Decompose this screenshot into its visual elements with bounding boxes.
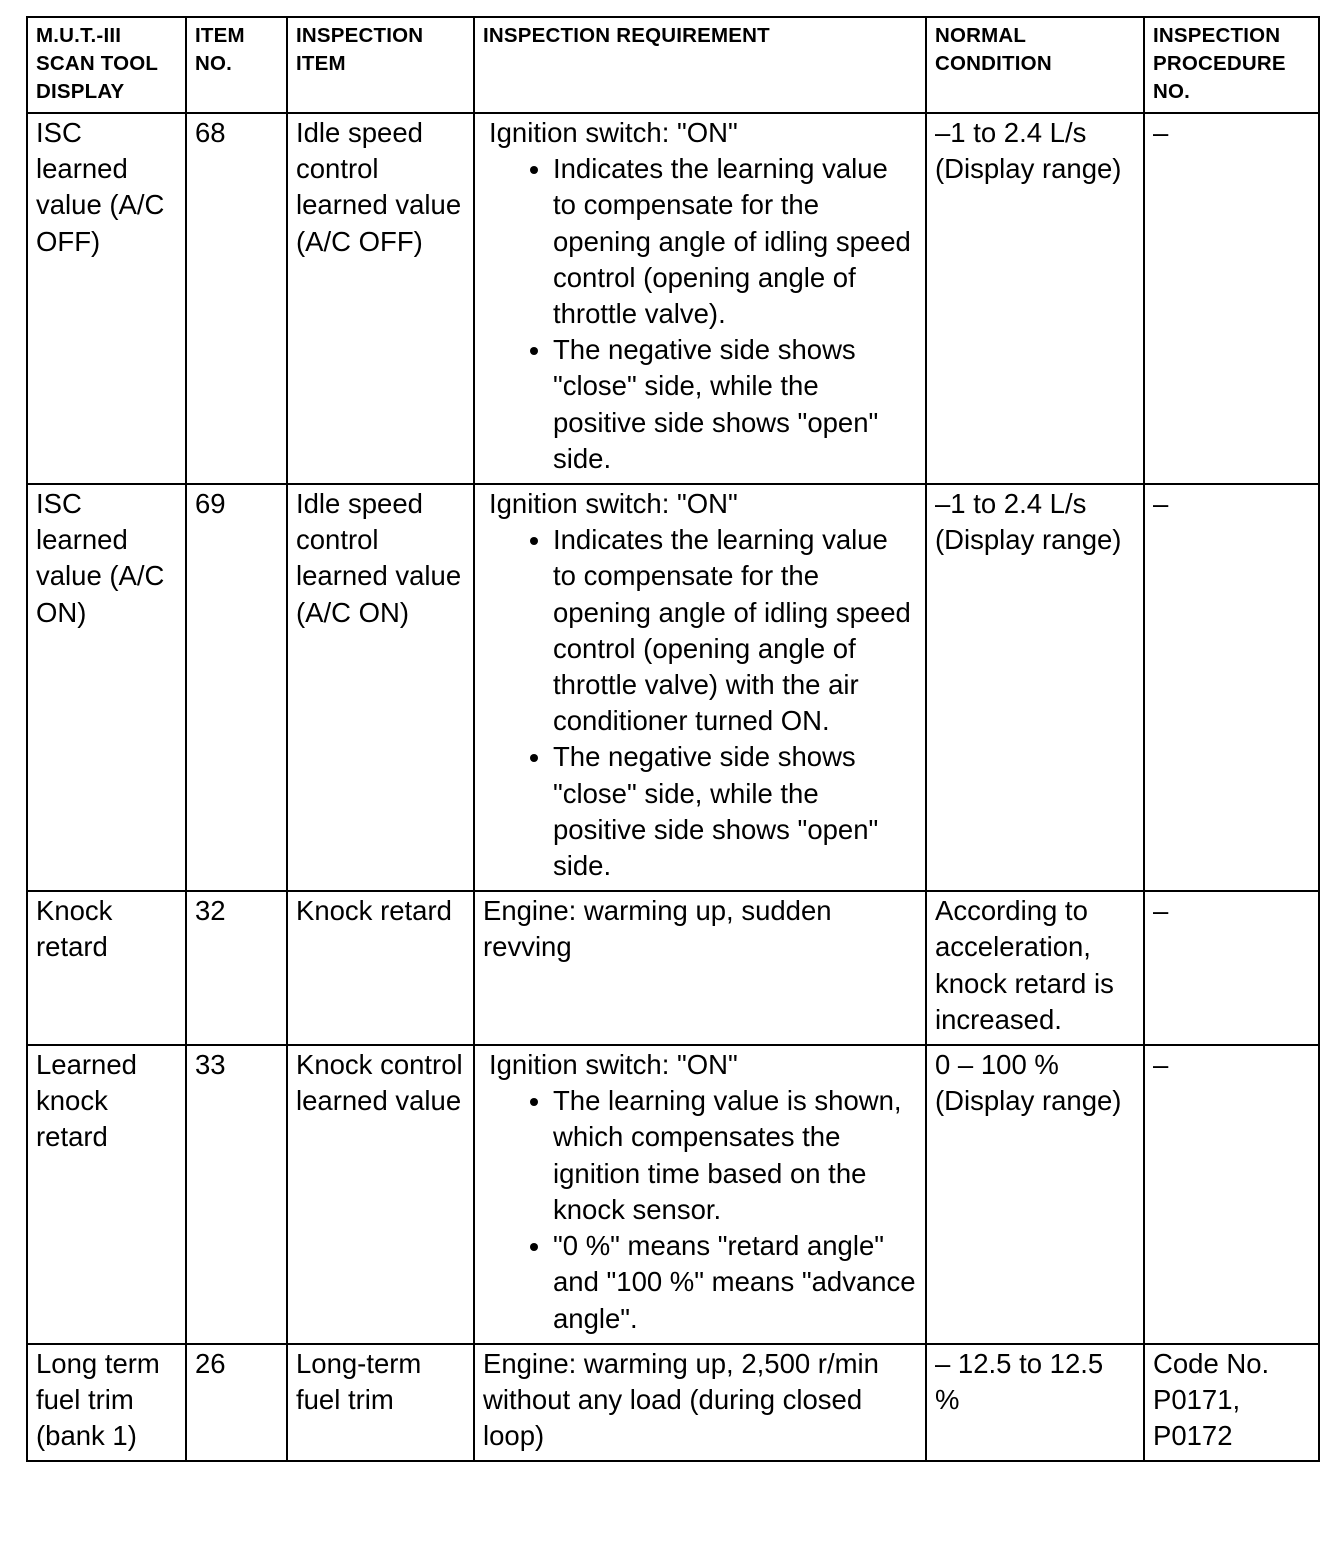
cell-procedure-no: – — [1144, 891, 1319, 1045]
list-item: • "0 %" means "retard angle" and "100 %" means "advance angle". — [553, 1228, 917, 1337]
cell-inspection-item: Long-term fuel trim — [287, 1344, 474, 1462]
table-row — [27, 113, 1319, 484]
cell-inspection-item: Idle speed control learned value (A/C OFF) — [287, 113, 474, 484]
bullet-list — [483, 1083, 917, 1336]
cell-item-no: 68 — [186, 113, 287, 484]
cell-requirement: Engine: warming up, sudden revving — [474, 891, 926, 1045]
cell-display: Knock retard — [27, 891, 186, 1045]
cell-procedure-no: – — [1144, 113, 1319, 484]
cell-item-no: 33 — [186, 1045, 287, 1344]
cell-normal-condition: –1 to 2.4 L/s (Display range) — [926, 113, 1144, 484]
cell-inspection-item: Knock control learned value — [287, 1045, 474, 1344]
cell-display: ISC learned value (A/C OFF) — [27, 113, 186, 484]
cell-procedure-no: – — [1144, 1045, 1319, 1344]
cell-normal-condition: 0 – 100 % (Display range) — [926, 1045, 1144, 1344]
cell-normal-condition: According to acceleration, knock retard is increased. — [926, 891, 1144, 1045]
cell-item-no: 69 — [186, 484, 287, 891]
cell-inspection-item: Knock retard — [287, 891, 474, 1045]
list-item: • The negative side shows "close" side, while the positive side shows "open" side. — [553, 332, 917, 477]
list-item: • Indicates the learning value to compensate for the opening angle of idling speed control (opening angle of throttle valve). — [553, 151, 917, 332]
cell-display: ISC learned value (A/C ON) — [27, 484, 186, 891]
cell-inspection-item: Idle speed control learned value (A/C ON) — [287, 484, 474, 891]
cell-requirement — [474, 113, 926, 484]
list-item: • Indicates the learning value to compensate for the opening angle of idling speed control (opening angle of throttle valve) with the air conditioner turned ON. — [553, 522, 917, 739]
header-inspection-requirement: INSPECTION REQUIREMENT — [474, 17, 926, 113]
table-row — [27, 891, 1319, 1045]
cell-item-no: 26 — [186, 1344, 287, 1462]
header-row — [27, 17, 1319, 113]
inspection-table — [26, 16, 1320, 1462]
condition-title: Ignition switch: "ON" — [489, 488, 738, 520]
cell-requirement: Engine: warming up, 2,500 r/min without any load (during closed loop) — [474, 1344, 926, 1462]
condition-title: Ignition switch: "ON" — [489, 1049, 738, 1081]
bullet-list — [483, 522, 917, 884]
table-header — [27, 17, 1319, 113]
cell-requirement — [474, 484, 926, 891]
list-item: • The negative side shows "close" side, while the positive side shows "open" side. — [553, 739, 917, 884]
header-scan-tool-display: M.U.T.-III SCAN TOOL DISPLAY — [27, 17, 186, 113]
cell-display: Learned knock retard — [27, 1045, 186, 1344]
table-body — [27, 113, 1319, 1461]
header-normal-condition: NORMAL CONDITION — [926, 17, 1144, 113]
header-inspection-item: INSPECTION ITEM — [287, 17, 474, 113]
cell-requirement — [474, 1045, 926, 1344]
header-item-no: ITEM NO. — [186, 17, 287, 113]
cell-procedure-no: – — [1144, 484, 1319, 891]
cell-procedure-no: Code No. P0171, P0172 — [1144, 1344, 1319, 1462]
cell-display: Long term fuel trim (bank 1) — [27, 1344, 186, 1462]
header-inspection-procedure-no: INSPECTION PROCEDURE NO. — [1144, 17, 1319, 113]
cell-normal-condition: – 12.5 to 12.5 % — [926, 1344, 1144, 1462]
table-row — [27, 484, 1319, 891]
bullet-list — [483, 151, 917, 477]
cell-normal-condition: –1 to 2.4 L/s (Display range) — [926, 484, 1144, 891]
table-row — [27, 1045, 1319, 1344]
list-item: • The learning value is shown, which compensates the ignition time based on the knock sensor. — [553, 1083, 917, 1228]
table-row — [27, 1344, 1319, 1462]
cell-item-no: 32 — [186, 891, 287, 1045]
condition-title: Ignition switch: "ON" — [489, 117, 738, 148]
